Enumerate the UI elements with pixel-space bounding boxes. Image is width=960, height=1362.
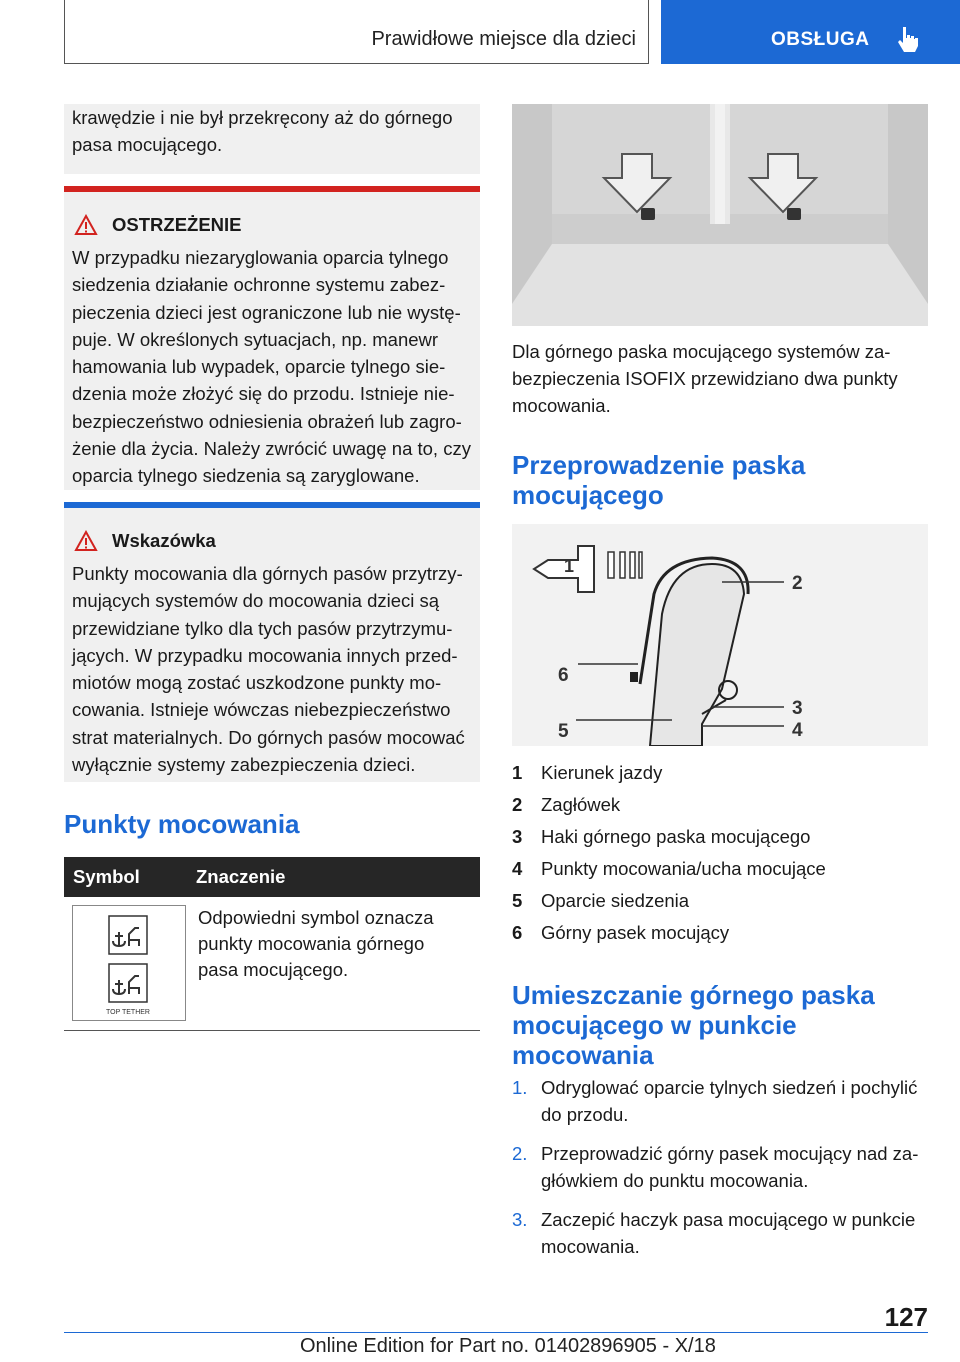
list-item: 3 Haki górnego paska mocującego — [512, 826, 811, 847]
fig-label-4: 4 — [792, 720, 803, 741]
fig-label-2: 2 — [792, 573, 803, 594]
list-item: 1. Odryglować oparcie tylnych siedzeń i pochylić do przodu. — [512, 1077, 918, 1125]
fig-label-6: 6 — [558, 665, 569, 686]
table-header-meaning: Znaczenie — [196, 866, 286, 887]
page-number: 127 — [884, 1302, 928, 1332]
table-row-meaning: Odpowiedni symbol oznacza punkty mocowania górnego pasa mocującego. — [198, 907, 434, 980]
note-body: Punkty mocowania dla górnych pasów przytrzymujących systemów do mocowania dzieci są przewidziane tylko dla tych pasów przytrzymujących. W przypadku mocowania innych przedmiotów mogą zostać uszkodzone punkty mocowania. Istnieje wówczas niebezpieczeństwo strat materialnych. Do górnych pasów mocować wyłącznie systemy zabezpieczenia dzieci. — [72, 563, 465, 776]
warning-body: W przypadku niezaryglowania oparcia tylnego siedzenia działanie ochronne systemu zabezpieczenia dzieci jest ograniczone lub nie występuje. W określonych sytuacjach, np. manewr hamowania lub wypadek, oparcie tylnego siedzenia może złożyć się do przodu. Istnieje niebezpieczeństwo odniesienia obrażeń lub zagrożenie dla życia. Należy zwrócić uwagę na to, czy oparcia tylnego siedzenia są zaryglowane. — [72, 247, 471, 487]
chapter-tab-label: OBSŁUGA — [771, 29, 870, 50]
continued-text: krawędzie i nie był przekręcony aż do górnego pasa mocującego. — [72, 107, 453, 155]
list-item: 4 Punkty mocowania/ucha mocujące — [512, 858, 826, 879]
note-box — [64, 502, 480, 782]
child-seat-anchor-icon — [73, 906, 185, 1020]
tether-routing-figure — [512, 524, 928, 746]
warning-title: OSTRZEŻENIE — [112, 214, 242, 235]
section-title-placement: Umieszczanie górnego paska mocującego w punkcie mocowania — [512, 980, 875, 1070]
fig-label-5: 5 — [558, 721, 569, 742]
table-header-symbol: Symbol — [73, 866, 140, 887]
list-item: 6 Górny pasek mocujący — [512, 922, 730, 943]
note-title: Wskazówka — [112, 530, 216, 551]
steps-list — [512, 1074, 928, 1272]
list-item: 2 Zagłówek — [512, 794, 621, 815]
section-title-anchor-points: Punkty mocowania — [64, 809, 300, 839]
table-row — [64, 897, 480, 1031]
section-header-title: Prawidłowe miejsce dla dzieci — [371, 28, 636, 50]
top-tether-symbol — [72, 905, 186, 1021]
figure-legend — [512, 757, 928, 949]
warning-triangle-icon — [74, 214, 98, 236]
list-item: 2. Przeprowadzić górny pasek mocujący nad zagłówkiem do punktu mocowania. — [512, 1143, 919, 1191]
note-triangle-icon — [74, 530, 98, 552]
header-box — [64, 0, 649, 64]
hand-pointer-icon — [897, 26, 919, 52]
table-header — [64, 857, 480, 897]
footer-edition: Online Edition for Part no. 01402896905 - X/18 — [300, 1335, 716, 1357]
fig-label-1: 1 — [564, 556, 575, 576]
warning-box — [64, 186, 480, 490]
continued-note — [64, 104, 480, 174]
isofix-anchor-figure — [512, 104, 928, 326]
list-item: 1 Kierunek jazdy — [512, 762, 663, 783]
footer-divider — [64, 1332, 928, 1333]
list-item: 3. Zaczepić haczyk pasa mocującego w punkcie mocowania. — [512, 1209, 916, 1257]
top-tether-caption: TOP TETHER — [106, 1009, 150, 1016]
section-title-routing: Przeprowadzenie paska mocującego — [512, 450, 806, 510]
isofix-caption: Dla górnego paska mocującego systemów zabezpieczenia ISOFIX przewidziano dwa punkty mocowania. — [512, 341, 898, 416]
chapter-tab[interactable] — [661, 0, 960, 64]
symbol-table — [64, 857, 480, 1031]
fig-label-3: 3 — [792, 698, 803, 719]
list-item: 5 Oparcie siedzenia — [512, 890, 690, 911]
